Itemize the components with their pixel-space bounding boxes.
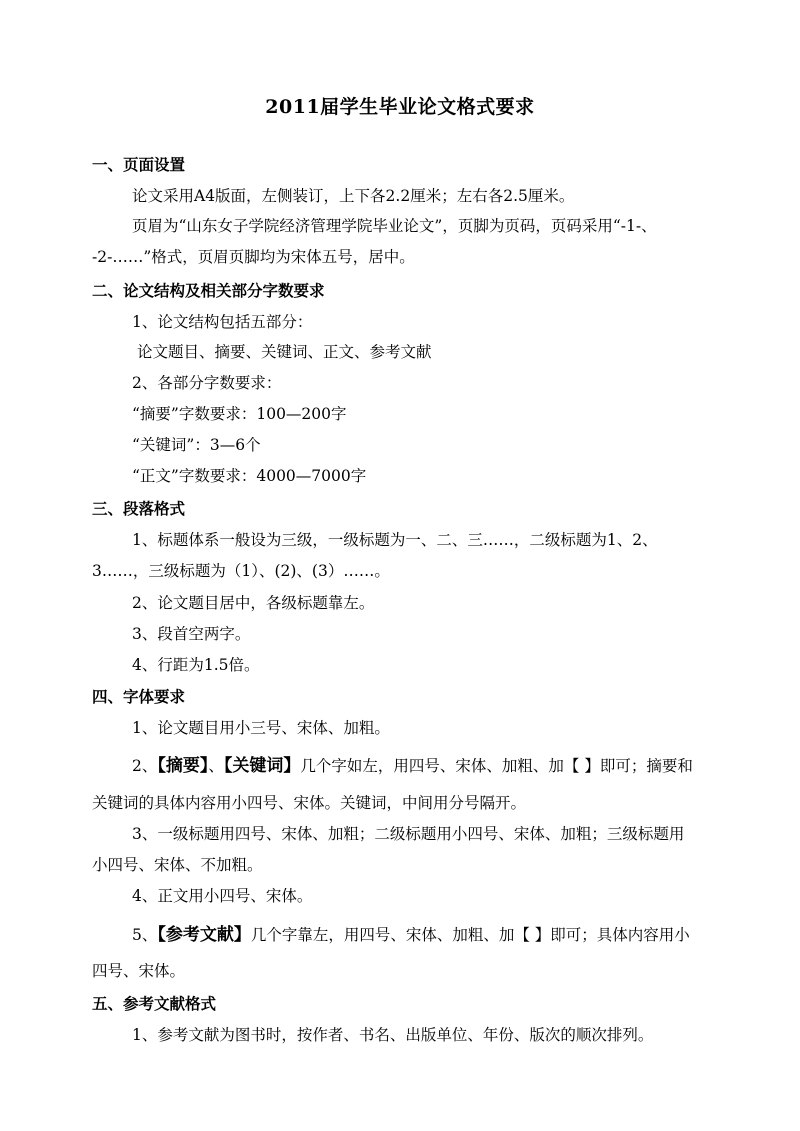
paragraph-line: 页眉为“山东女子学院经济管理学院毕业论文”，页脚为页码，页码采用“-1-、 [132,217,657,235]
paragraph-line: “正文”字数要求：4000—7000字 [132,467,367,485]
section-heading-reference-format: 五、参考文献格式 [92,995,217,1013]
page-title: 2011届学生毕业论文格式要求 [265,96,535,118]
paragraph-line: 4、行距为1.5倍。 [132,656,260,674]
section-heading-page-setup: 一、页面设置 [92,156,186,174]
paragraph-line: 4、正文用小四号、宋体。 [132,887,313,905]
paragraph-line: 1、论文结构包括五部分： [132,313,313,331]
list-number: 5、 [132,926,158,944]
bracket-term-keywords: 【关键词】 [223,756,301,776]
paragraph-line: 1、标题体系一般设为三级，一级标题为一、二、三……，二级标题为1、2、 [132,531,658,549]
line-text: 几个字如左，用四号、宋体、加粗、加【 】即可；摘要和 [300,757,693,775]
paragraph-line: 1、参考文献为图书时，按作者、书名、出版单位、年份、版次的顺次排列。 [132,1026,654,1044]
section-heading-paragraph-format: 三、段落格式 [92,500,186,518]
paragraph-line: 2、各部分字数要求： [132,374,282,392]
line-text: 几个字靠左，用四号、宋体、加粗、加【 】即可；具体内容用小 [250,926,690,944]
paragraph-line: 论文题目、摘要、关键词、正文、参考文献 [137,343,432,361]
paragraph-line: 小四号、宋体、不加粗。 [92,856,263,874]
paragraph-line: 3……，三级标题为（1）、(2)、(3）……。 [92,562,390,580]
paragraph-line: “摘要”字数要求：100—200字 [132,405,347,423]
paragraph-line: 3、段首空两字。 [132,625,251,643]
paragraph-line: “关键词”：3—6个 [132,436,261,454]
section-heading-structure: 二、论文结构及相关部分字数要求 [92,282,325,300]
section-heading-font-requirements: 四、字体要求 [92,688,186,706]
paragraph-line: -2-……”格式，页眉页脚均为宋体五号，居中。 [92,248,415,266]
paragraph-line: 1、论文题目用小三号、宋体、加粗。 [132,719,390,737]
paragraph-line-mixed [132,756,693,776]
paragraph-line-mixed [132,925,690,945]
paragraph-line: 四号、宋体。 [92,962,186,980]
paragraph-line: 论文采用A4版面，左侧装订，上下各2.2厘米；左右各2.5厘米。 [132,187,575,205]
list-number: 2、 [132,757,158,775]
separator: 、 [208,757,224,775]
paragraph-line: 关键词的具体内容用小四号、宋体。关键词，中间用分号隔开。 [92,794,527,812]
bracket-term-abstract: 【摘要】 [157,756,209,776]
bracket-term-references: 【参考文献】 [157,925,251,945]
paragraph-line: 3、一级标题用四号、宋体、加粗；二级标题用小四号、宋体、加粗；三级标题用 [132,825,685,843]
paragraph-line: 2、论文题目居中，各级标题靠左。 [132,594,375,612]
